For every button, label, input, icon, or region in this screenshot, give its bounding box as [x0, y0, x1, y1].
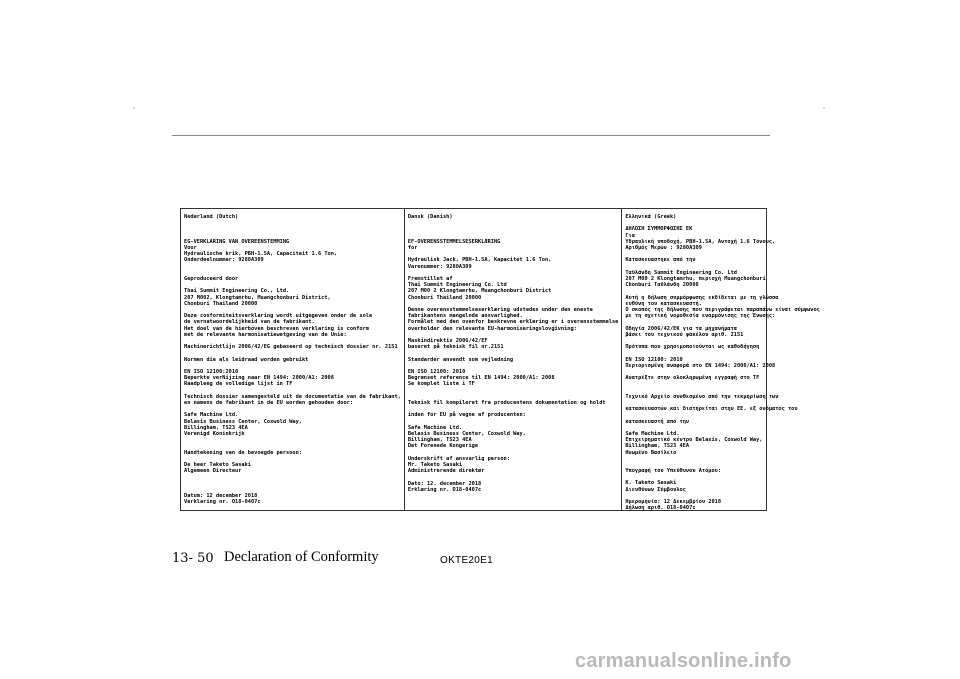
- declaration-line: EN ISO 12100: 2010: [407, 368, 466, 375]
- declaration-line: Safe Machine Ltd.: [625, 430, 680, 437]
- declaration-line: Αυτή η δήλωση συμμόρφωσης εκδίδεται με τη γλώσσα: [625, 294, 779, 301]
- declaration-line: Verenigd Koninkrijk: [184, 430, 245, 437]
- declaration-line: ευθύνη του κατασκευαστή.: [625, 300, 702, 307]
- declaration-line: Normen die als leidraad worden gebruikt: [184, 356, 309, 363]
- declaration-line: Handtekening van de bevoegde persoon:: [184, 449, 302, 456]
- declaration-line: Het doel van de hierboven beschreven verklaring is conform: [184, 325, 369, 332]
- declaration-line: Περιορισμένη αναφορά στο EN 1494: 2000/A1: 2008: [625, 362, 776, 369]
- declaration-line: de vernatwoordelijkheid van de fabrikant.: [184, 319, 315, 326]
- declaration-line: ΔΗΛΩΣΗ ΣΥΜΜΟΡΦΩΣΗΣ ΕΚ: [625, 226, 693, 233]
- declaration-line: Erklæring nr. O18-0407c: [407, 486, 482, 493]
- declaration-line: Deze conformiteitsverklaring wordt uitgegeven onder de sole: [184, 313, 373, 320]
- declaration-line: Verklaring nr. O18-0407c: [184, 499, 261, 506]
- declaration-line: Teknisk fil kompileret fra producentens dokumentation og holdt: [407, 399, 606, 406]
- declaration-line: Safe Machine Ltd.: [184, 412, 239, 419]
- declaration-line: βάσει του τεχνικού φακέλου αριθ. 2151: [625, 331, 744, 338]
- declaration-line: Κατασκευαστηκε από την: [625, 257, 696, 264]
- declaration-line: Denne overensstemmelseserklæring udstedes under den eneste: [407, 306, 593, 313]
- declaration-line: Algemeen Directeur: [184, 468, 242, 475]
- site-watermark: carmanualsonline.info: [575, 650, 792, 672]
- declaration-line: EG-VERKLARING VAN OVEREENSTEMMING: [184, 238, 290, 245]
- declaration-line: De heer Taketo Sasaki: [184, 461, 251, 468]
- declaration-line: Belasis Business Center, Coxwold Way,: [184, 418, 302, 425]
- declaration-line: Hydraulisk Jack, PBH-1.5A, Kapacitet 1.6 Ton,: [407, 257, 552, 264]
- document-code: OKTE20E1: [440, 555, 493, 566]
- declaration-line: Τεχνικό Αρχείο συνθεσμένο από την τεκμηρίωση των: [625, 393, 779, 400]
- declaration-line: Ελληνικά (Greek): [625, 214, 677, 220]
- declaration-line: EN ISO 12100:2010: [184, 368, 239, 375]
- declaration-line: Beperkte verNijzing naar EN 1494: 2000/A1: 2008: [184, 375, 334, 382]
- declaration-line: Se komplet liste i TF: [407, 381, 475, 388]
- scan-speck: [823, 107, 825, 109]
- declaration-line: fabrikantens mangelnde ansvarlighed.: [407, 313, 523, 320]
- declaration-line: Κ. Taketo Sasaki: [625, 480, 677, 487]
- declaration-line: Dansk (Danish): [407, 214, 453, 220]
- declaration-line: Formålet med den ovenfor beskrevne erklæring er i overensstemmelse: [407, 319, 619, 326]
- declaration-line: Υπογραφή του Υπεύθυνου Ατόμου:: [625, 468, 722, 475]
- declaration-line: Billingham, TS23 4EA: [184, 424, 248, 431]
- declaration-line: Thai Summit Engineering Co., Ltd.: [184, 288, 290, 295]
- declaration-line: Machinerichtlijn 2006/42/EG gebaseerd op technisch dossier nr. 2151: [184, 344, 398, 351]
- declaration-line: met de relevante harmonisatiewetgeving van de Unie:: [184, 331, 347, 338]
- declaration-line: Standarder anvendt som vejledning: [407, 356, 514, 363]
- declaration-line: 207 M00 2 Klongtamrhu, περιοχή Muangchonburi: [625, 275, 766, 282]
- declaration-line: Onderdeelnummer: 9280A309: [184, 257, 264, 264]
- declaration-line: Δήλωση αριθ. O18-0407c: [625, 505, 696, 512]
- declaration-line: Ταϋλάνδη Summit Engineering Co. Ltd: [625, 269, 737, 276]
- declaration-table: [180, 208, 820, 512]
- section-title: Declaration of Conformity: [224, 549, 379, 565]
- declaration-line: EN ISO 12100: 2010: [625, 356, 683, 363]
- declaration-line: Voor: [184, 244, 197, 251]
- declaration-line: en namens de fabrikant in de EU worden gehouden door:: [184, 399, 354, 406]
- declaration-line: 207 M00 2 Klongtamrhu, Muangchonburi District: [407, 288, 552, 295]
- declaration-line: Chonburi Ταϋλάνδη 20000: [625, 282, 699, 289]
- declaration-line: Fremstillet af: [407, 275, 453, 282]
- column-dutch: [181, 209, 404, 510]
- declaration-line: Chonburi Thailand 20000: [407, 294, 482, 301]
- declaration-line: Safe Machine Ltd.: [407, 424, 463, 431]
- declaration-line: Mr. Taketo Sasaki: [407, 461, 463, 468]
- declaration-line: Ηνωμένο Βασίλειο: [625, 449, 677, 456]
- declaration-line: με τη σχετική νομοθεσία εναρμόνισης της Ένωσης:: [625, 313, 776, 320]
- declaration-line: Begrænset reference til EN 1494: 2000/A1: 2008: [407, 375, 555, 382]
- declaration-line: Chonburi Thailand 20000: [184, 300, 258, 307]
- declaration-line: Hydraulische krik, PBH-1.5A, Capaciteit 1.6 Ton,: [184, 251, 338, 258]
- scan-speck: [133, 107, 135, 109]
- declaration-line: Nederland (Dutch): [184, 214, 239, 220]
- declaration-line: Πρότυπα που χρησιμοποιούνται ως καθοδήγηση: [625, 344, 760, 351]
- header-rule: [172, 135, 770, 136]
- declaration-line: Administrerende direktør: [407, 468, 485, 475]
- declaration-line: for: [407, 244, 418, 251]
- declaration-line: Technisch dossier samengesteld uit de documentatie van de fabrikant,: [184, 393, 401, 400]
- declaration-line: Υδραυλική υποδοχή, PBH-1.5A, Αντοχή 1.6 Τόνους,: [625, 238, 776, 245]
- declaration-line: Αριθμός Μερών : 9280A309: [625, 245, 702, 251]
- declaration-line: Raadpleeg de volledige lijst in TF: [184, 381, 293, 388]
- declaration-line: Belasis Business Center, Coxwold Way,: [407, 430, 526, 437]
- column-greek: [621, 209, 823, 510]
- declaration-line: Varenummer: 9280A309: [407, 263, 472, 270]
- declaration-line: 207 M002, Klongtamrhu, Muangchonburi District,: [184, 294, 331, 301]
- column-danish: [404, 209, 621, 510]
- declaration-line: Det Forenede Kongerige: [407, 443, 479, 450]
- declaration-line: inden for EU på vegne af producenten:: [407, 412, 526, 419]
- declaration-line: Ανατρέξτε στην ολοκληρωμένη εγγραφή στο TF: [625, 375, 760, 382]
- declaration-line: Underskrift af ansvarlig person:: [407, 455, 510, 462]
- declaration-line: Billingham, TS23 4EA: [625, 443, 690, 450]
- declaration-line: Επιχειρηματικό κέντρο Belasis, Coxwold Way,: [625, 437, 763, 444]
- declaration-line: κατασκευαστών και διατηρείται στην ΕΕ. εξ ονόματος του: [625, 406, 798, 413]
- declaration-line: overholder den relevante EU-harmoniseringslovgivning:: [407, 325, 577, 332]
- declaration-line: Για: [625, 232, 635, 239]
- page-number: 13- 50: [172, 551, 214, 566]
- declaration-line: Maskindirektiv 2006/42/EF: [407, 337, 488, 344]
- declaration-line: Geproduceerd door: [184, 275, 239, 282]
- declaration-line: Billingham, TS23 4EA: [407, 437, 472, 444]
- declaration-line: Ημερομηνία: 12 Δεκεμβρίου 2018: [625, 499, 722, 506]
- declaration-line: Dato: 12. december 2018: [407, 480, 482, 487]
- declaration-line: EF-OVERENSSTEMMELSESERKLÆRING: [407, 238, 501, 245]
- declaration-line: Thai Summit Engineering Co. Ltd: [407, 282, 507, 289]
- declaration-line: Οδηγία 2006/42/ΕΚ για τα μηχανήματα: [625, 325, 737, 332]
- declaration-line: baseret på teknisk fil nr.2151: [407, 344, 504, 351]
- declaration-line: Ο σκοπός της δήλωσης που περιγράφεται παραπάνω είναι σύμφωνος: [625, 306, 820, 313]
- declaration-line: Διευθύνων Σύμβουλος: [625, 486, 686, 493]
- declaration-line: Datum: 12 december 2018: [184, 492, 258, 499]
- declaration-line: κατασκευαστή από την: [625, 418, 690, 425]
